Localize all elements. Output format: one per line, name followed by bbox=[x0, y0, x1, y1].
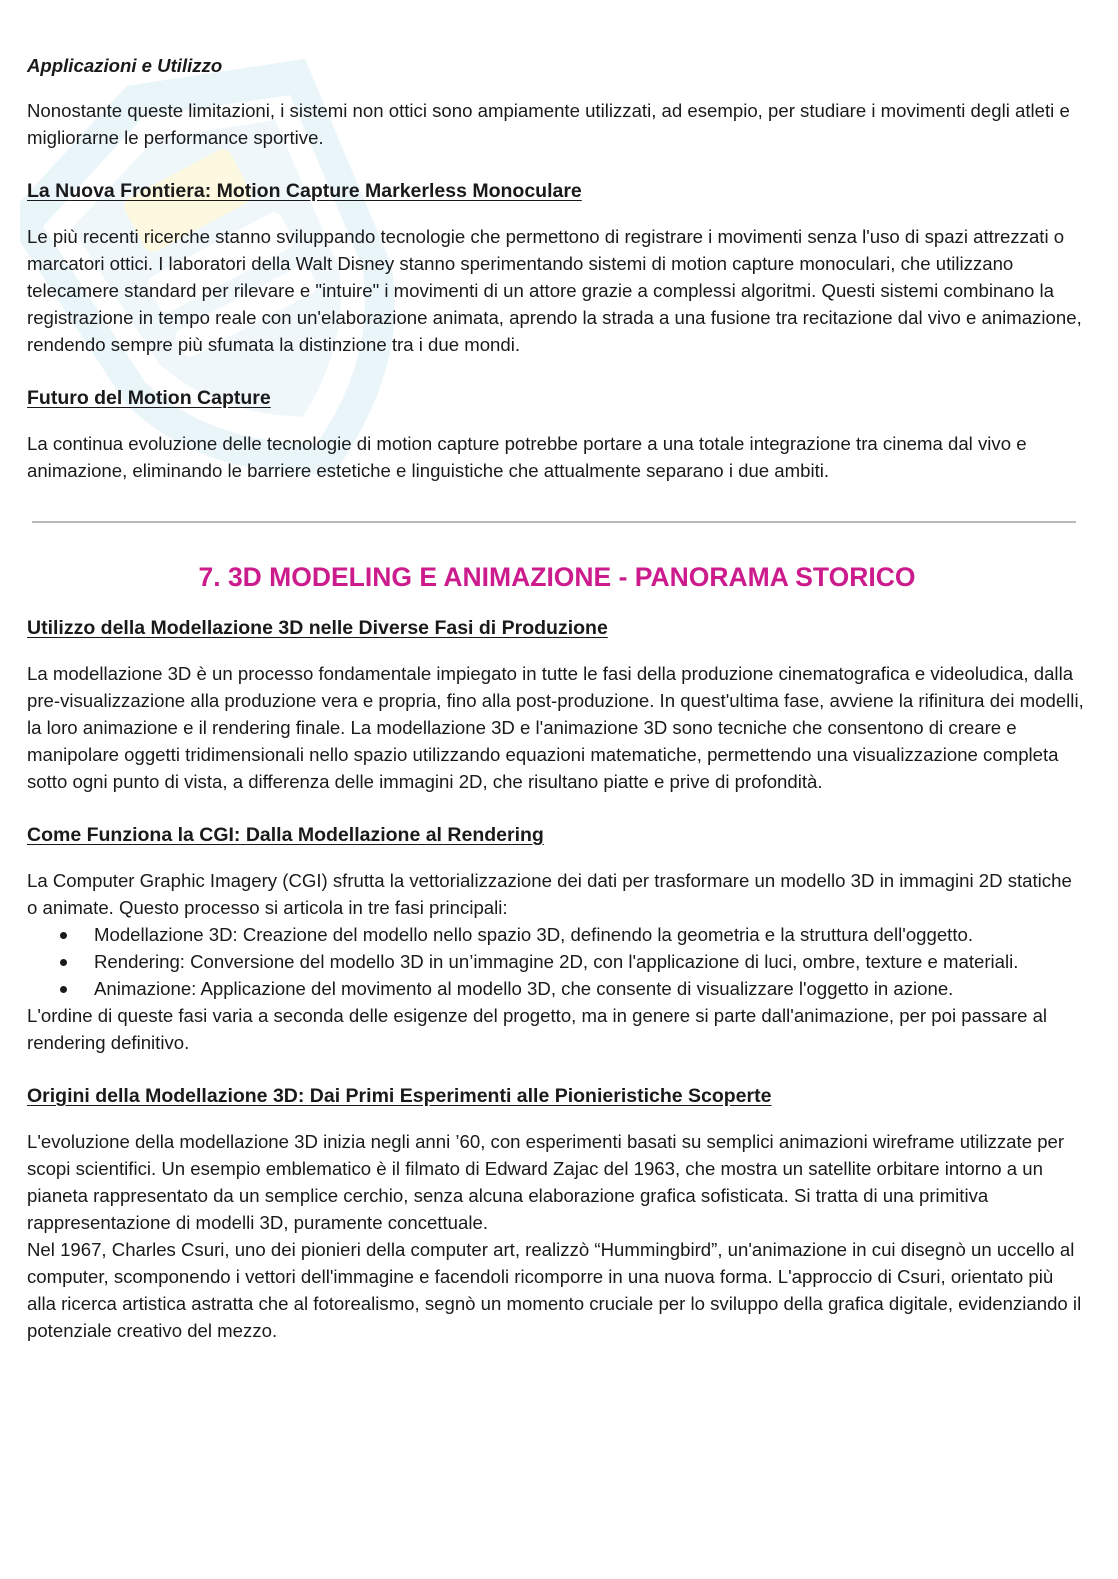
list-item-text: Animazione: Applicazione del movimento al modello 3D, che consente di visualizzare l'oggetto in azione. bbox=[94, 978, 954, 999]
future-paragraph: La continua evoluzione delle tecnologie di motion capture potrebbe portare a una totale integrazione tra cinema dal vivo e animazione, eliminando le barriere estetiche e linguistiche che attualmente separano i due ambiti. bbox=[27, 433, 1027, 481]
applications-heading: Applicazioni e Utilizzo bbox=[27, 55, 223, 76]
usage-paragraph: La modellazione 3D è un processo fondamentale impiegato in tutte le fasi della produzione cinematografica e videoludica, dalla pre-visualizzazione alla produzione vera e propria, fino alla post-produzione. In quest'ultima fase, avviene la rifinitura dei modelli, la loro animazione e il rendering finale. La modellazione 3D e l'animazione 3D sono tecniche che consentono di creare e manipolare oggetti tridimensionali nello spazio utilizzando equazioni matematiche, permettendo una visualizzazione completa sotto ogni punto di vista, a differenza delle immagini 2D, che risultano piatte e prive di profondità. bbox=[27, 663, 1084, 792]
list-item bbox=[27, 975, 1087, 1002]
list-item-text: Modellazione 3D: Creazione del modello nello spazio 3D, definendo la geometria e la struttura dell'oggetto. bbox=[94, 924, 974, 945]
new-frontier-paragraph: Le più recenti ricerche stanno sviluppando tecnologie che permettono di registrare i movimenti senza l'uso di spazi attrezzati o marcatori ottici. I laboratori della Walt Disney stanno sperimentando sistemi di motion capture monoculari, che utilizzano telecamere standard per rilevare e "intuire" i movimenti di un attore grazie a complessi algoritmi. Questi sistemi combinano la registrazione in tempo reale con un'elaborazione animata, aprendo la strada a una fusione tra recitazione dal vivo e animazione, rendendo sempre più sfumata la distinzione tra i due mondi. bbox=[27, 226, 1082, 355]
applications-paragraph: Nonostante queste limitazioni, i sistemi non ottici sono ampiamente utilizzati, ad esempio, per studiare i movimenti degli atleti e migliorarne le performance sportive. bbox=[27, 100, 1070, 148]
origins-paragraph-2: Nel 1967, Charles Csuri, uno dei pionieri della computer art, realizzò “Hummingbird”, un'animazione in cui disegnò un uccello al computer, scomponendo i vettori dell'immagine e facendoli ricomporre in una nuova forma. L'approccio di Csuri, orientato più alla ricerca artistica astratta che al fotorealismo, segnò un momento cruciale per lo sviluppo della grafica digitale, evidenziando il potenziale creativo del mezzo. bbox=[27, 1239, 1082, 1341]
cgi-intro: La Computer Graphic Imagery (CGI) sfrutta la vettorializzazione dei dati per trasformare un modello 3D in immagini 2D statiche o animate. Questo processo si articola in tre fasi principali: bbox=[27, 870, 1072, 918]
section-divider bbox=[32, 521, 1076, 523]
cgi-phases-list bbox=[27, 921, 1087, 1002]
new-frontier-heading: La Nuova Frontiera: Motion Capture Markerless Monoculare bbox=[27, 180, 582, 202]
bullet-icon bbox=[60, 986, 67, 993]
bullet-icon bbox=[60, 959, 67, 966]
cgi-heading: Come Funziona la CGI: Dalla Modellazione al Rendering bbox=[27, 824, 544, 846]
origins-paragraph-1: L'evoluzione della modellazione 3D inizia negli anni ’60, con esperimenti basati su semplici animazioni wireframe utilizzate per scopi scientifici. Un esempio emblematico è il filmato di Edward Zajac del 1963, che mostra un satellite orbitare intorno a un pianeta rappresentato da un semplice cerchio, senza alcuna elaborazione grafica sofisticata. Si tratta di una primitiva rappresentazione di modelli 3D, puramente concettuale. bbox=[27, 1131, 1065, 1233]
origins-heading: Origini della Modellazione 3D: Dai Primi Esperimenti alle Pionieristiche Scoperte bbox=[27, 1085, 772, 1107]
usage-heading: Utilizzo della Modellazione 3D nelle Diverse Fasi di Produzione bbox=[27, 617, 608, 639]
bullet-icon bbox=[60, 932, 67, 939]
future-heading: Futuro del Motion Capture bbox=[27, 387, 271, 409]
chapter-title: 7. 3D MODELING E ANIMAZIONE - PANORAMA STORICO bbox=[198, 562, 916, 592]
list-item bbox=[27, 948, 1087, 975]
list-item bbox=[27, 921, 1087, 948]
list-item-text: Rendering: Conversione del modello 3D in un’immagine 2D, con l'applicazione di luci, ombre, texture e materiali. bbox=[94, 951, 1019, 972]
document-page bbox=[27, 52, 1087, 1344]
cgi-outro: L'ordine di queste fasi varia a seconda delle esigenze del progetto, ma in genere si parte dall'animazione, per poi passare al rendering definitivo. bbox=[27, 1005, 1048, 1053]
